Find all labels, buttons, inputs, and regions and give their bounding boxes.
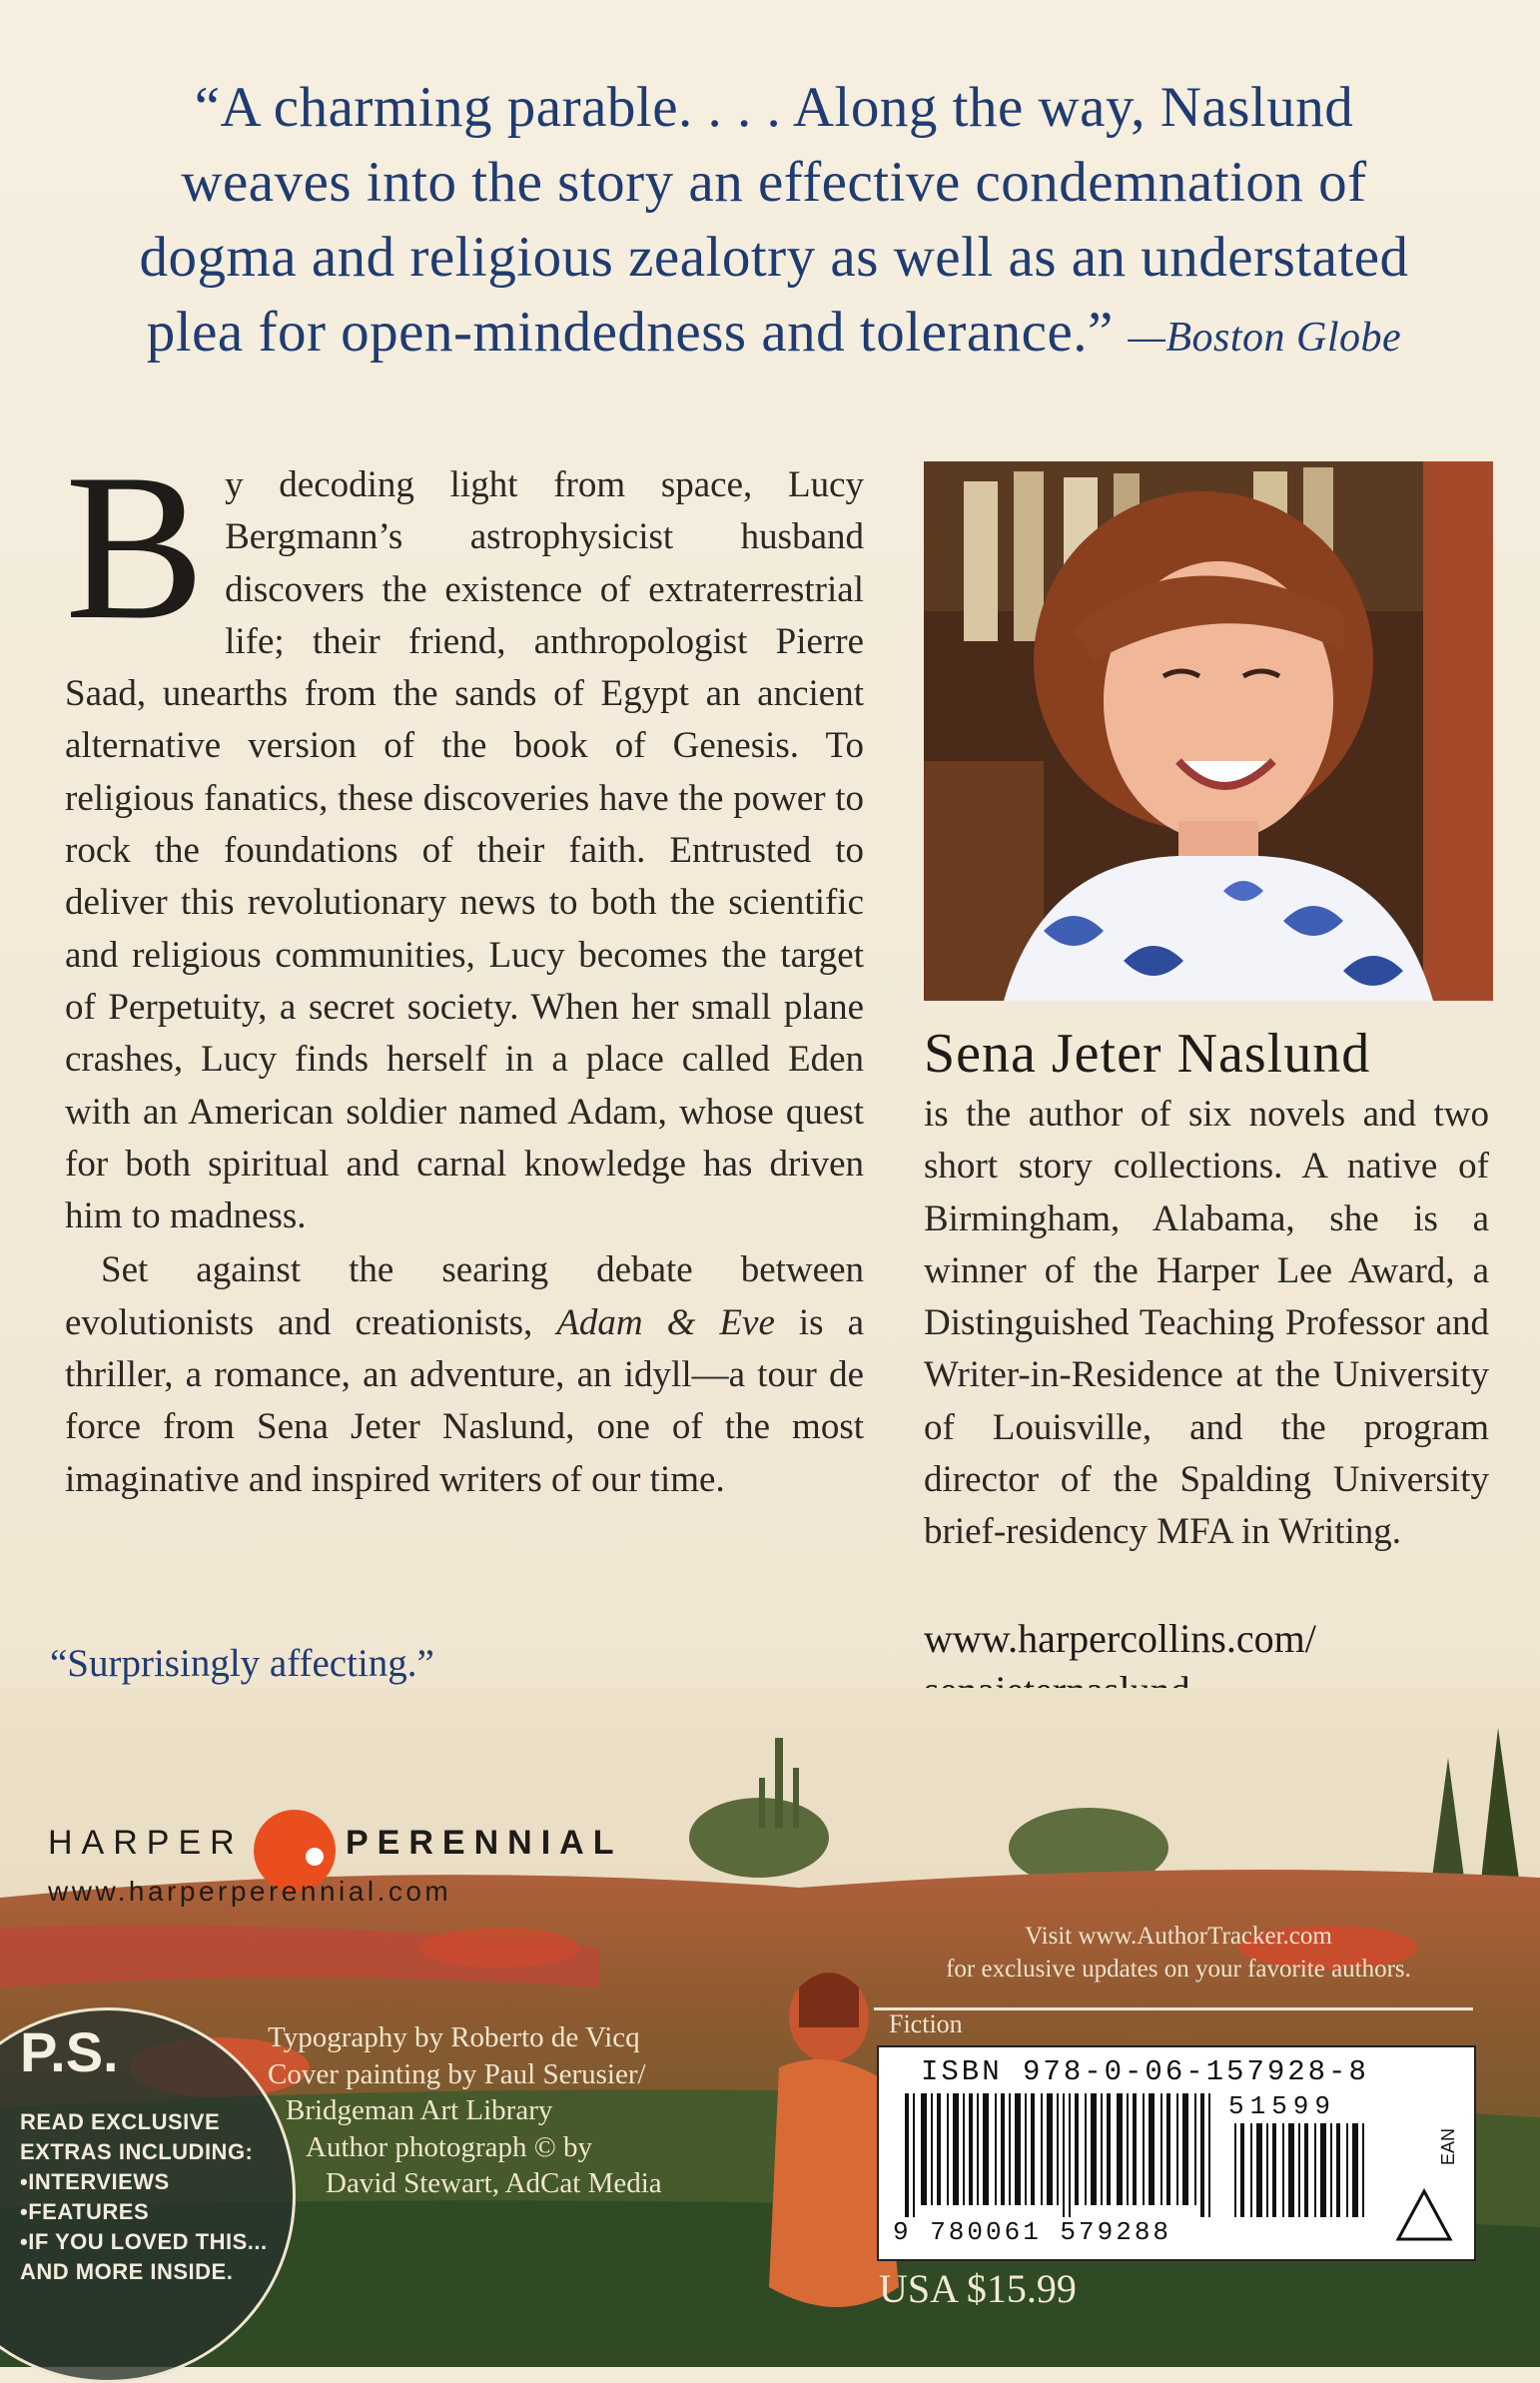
author-tracker-note [869, 1920, 1488, 1986]
ps-line-5: •IF YOU LOVED THIS... [20, 2229, 268, 2254]
perennial-dot-icon [306, 1848, 324, 1866]
review-quote-text: “Surprisingly affecting.” [50, 1642, 434, 1685]
drop-cap: B [65, 431, 206, 663]
ean-label: EAN [1438, 2127, 1458, 2165]
publisher-url[interactable]: www.harperperennial.com [48, 1876, 452, 1907]
tracker-line-2: for exclusive updates on your favorite authors. [946, 1956, 1411, 1983]
ps-line-4: •FEATURES [20, 2199, 150, 2224]
credit-library: Bridgeman Art Library [286, 2094, 553, 2127]
quote-line-2: weaves into the story an effective condemnation of [181, 151, 1367, 214]
author-photo [924, 461, 1493, 1001]
credit-photographer: David Stewart, AdCat Media [326, 2167, 662, 2200]
ps-extras [20, 2107, 268, 2287]
ps-line-3: •INTERVIEWS [20, 2169, 170, 2194]
synopsis-p2-after: is a thriller, a romance, an adventure, an idyll—a tour de force from Sena Jeter Naslund, one of the most imaginative and inspired writers of our time. [65, 1301, 865, 1500]
author-url-line-1[interactable]: www.harpercollins.com/ [924, 1616, 1316, 1661]
credit-typography: Typography by Roberto de Vicq [268, 2021, 640, 2053]
barcode-bars-icon [905, 2093, 1384, 2217]
price-code: 51599 [1228, 2091, 1337, 2121]
synopsis-p2-before: Set against the searing debate between evolutionists and creationists, [65, 1249, 864, 1343]
credits [268, 2019, 767, 2202]
tracker-line-1[interactable]: Visit www.AuthorTracker.com [1025, 1923, 1332, 1950]
ps-line-1: READ EXCLUSIVE [20, 2109, 221, 2134]
quote-line-3: dogma and religious zealotry as well as an understated [139, 226, 1409, 289]
publisher-perennial: PERENNIAL [346, 1824, 623, 1862]
top-pull-quote [55, 70, 1493, 376]
ps-line-6: AND MORE INSIDE. [20, 2259, 234, 2284]
isbn-text: ISBN 978-0-06-157928-8 [921, 2055, 1369, 2088]
quote-line-4 [55, 295, 1493, 376]
book-title: Adam & Eve [556, 1301, 775, 1343]
triangle-icon [1394, 2187, 1454, 2243]
credit-photo: Author photograph © by [306, 2130, 593, 2163]
category-divider [874, 2007, 1473, 2010]
synopsis-paragraph-1: y decoding light from space, Lucy Bergmann’s astrophysicist husband discovers the existence of extraterrestrial life; their friend, anthropologist Pierre Saad, unearths from the sands of Egypt an ancient alternative version of the book of Genesis. To religious fanatics, these discoveries have the power to rock the foundations of their faith. Entrusted to deliver this revolutionary news to both the scientific and religious communities, Lucy becomes the target of Perpetuity, a secret society. When her small plane crashes, Lucy finds herself in a place called Eden with an American soldier named Adam, whose quest for both spiritual and carnal knowledge has driven him to madness. [65, 464, 864, 1237]
ps-line-2: EXTRAS INCLUDING: [20, 2139, 254, 2164]
quote-attribution: —Boston Globe [1128, 315, 1402, 361]
synopsis-paragraph-2 [65, 1244, 864, 1505]
quote-line-1: “A charming parable. . . . Along the way, Naslund [194, 76, 1354, 139]
credit-cover-painting: Cover painting by Paul Serusier/ [268, 2057, 646, 2090]
synopsis [65, 431, 865, 1506]
author-name: Sena Jeter Naslund [924, 1023, 1371, 1085]
publisher-logo [48, 1810, 687, 1910]
barcode-box [877, 2045, 1476, 2261]
author-bio: is the author of six novels and two short story collections. A native of Birmingham, Alabama, she is a winner of the Harper Lee Award, a Distinguished Teaching Professor and Writer-in-Residence at the University of Louisville, and the program director of the Spalding University brief-residency MFA in Writing. [924, 1094, 1489, 1553]
category-label: Fiction [889, 2009, 963, 2038]
barcode-digits: 9 780061 579288 [893, 2217, 1172, 2247]
publisher-harper: HARPER [48, 1824, 244, 1862]
price: USA $15.99 [879, 2266, 1077, 2311]
ps-title: P.S. [20, 2020, 119, 2083]
quote-line-4-text: plea for open-mindedness and tolerance.” [146, 301, 1114, 364]
